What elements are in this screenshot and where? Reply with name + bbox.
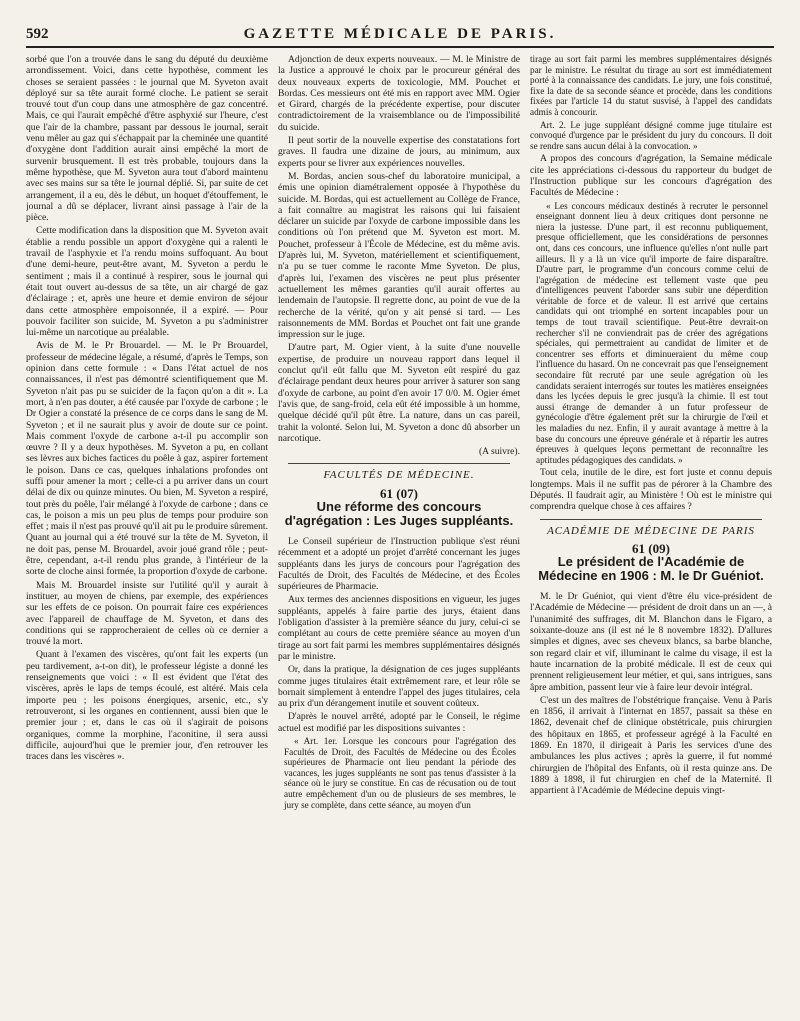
paragraph: Tout cela, inutile de le dire, est fort juste et connu depuis longtemps. Mais il ne suffit pas de pérorer à la Chambre des Députés. Il faudrait agir, au Ministère ! Où est le ministre qui comprendra quelque chose à ces affaires ?: [530, 467, 772, 513]
paragraph: Mais M. Brouardel insiste sur l'utilité qu'il y aurait à instituer, au moyen de chiens, par exemple, des expériences sur les effets de ce poison. On pourrait faire ces expériences avec l'appareil de chauffage de M. Syveton, et dans des conditions qui se rapprocheraient de celles où ce dernier a trouvé la mort.: [26, 579, 268, 648]
paragraph: sorbé que l'on a trouvée dans le sang du député du deuxième arrondissement. Voici, dans cette hypothèse, comment les choses se seraient passées : le journal que M. Syveton avait déployé sur sa tête aurait formé cloche. Le patient se serait trouvé tout d'un coup dans une atmosphère de gaz concentré. Mais, ce qui l'aurait empêché d'être asphyxié sur l'heure, c'est que l'air de la chambre, passant par dessous le journal, serait venu mêler au gaz qui s'échappait par la cheminée une quantité d'oxygène dont l'addition aurait ainsi empêché la mort de survenir brusquement. Il est très probable, toujours dans la même hypothèse, que M. Syveton aura tout d'abord maintenu avec ses mains sur sa tête le journal déplié. Si, par suite de cet arrangement, il a eu, dès le début, un hoquet d'étouffement, le journal a dû se déplacer, livrant ainsi passage à l'air de la pièce.: [26, 54, 268, 224]
divider: [540, 519, 762, 520]
paragraph: M. le Dr Guéniot, qui vient d'être élu vice-président de l'Académie de Médecine — président de droit dans un an —, à l'unanimité des suffrages, dit M. Blanchon dans le Figaro, a soixante-douze ans (il est né le 8 novembre 1832). D'allures simples et dignes, avec ses cheveux blancs, sa barbe blanche, son regard clair et vif, illuminant le calme du visage, il est la haute incarnation de la probité médicale. Il est de ceux qui prennent religieusement leur métier, et qui, sans intrigues, sans âpre ambition, passent leur vie à faire leur devoir intégral.: [530, 591, 772, 693]
quoted-article: « Art. 1er. Lorsque les concours pour l'agrégation des Facultés de Droit, des Facultés de Médecine ou des Écoles supérieures de Pharmacie ont lieu pendant la période des vacances, les juges suppléants ne sont pas tenus d'assister à la séance où le jury se constitue. En cas de récusation ou de tout autre empêchement d'un ou de plusieurs de ses membres, le jury se complète, dans cette séance, au moyen d'un: [284, 736, 516, 810]
article-number: 61 (09): [632, 540, 670, 556]
column-1: [26, 54, 268, 1014]
paragraph: Or, dans la pratique, la désignation de ces juges suppléants comme juges titulaires était extrêmement rare, et leur rôle se bornait simplement à entendre l'appel des juges titulaires, cela au prix d'un dérangement inutile et souvent coûteux.: [278, 664, 520, 710]
paragraph: tirage au sort fait parmi les membres supplémentaires désignés par le ministre. Le résultat du tirage au sort est immédiatement porté à la connaissance des candidats. Le jury, une fois constitué, fixe la date de sa seconde séance et procède, dans les conditions fixées par l'article 14 du statut susvisé, à l'appel des candidats admis à concourir.: [530, 54, 772, 117]
paragraph: Adjonction de deux experts nouveaux. — M. le Ministre de la Justice a approuvé le choix par le procureur général des deux nouveaux experts de toxicologie, MM. Pouchet et Bordas. Ces messieurs ont été mis en rapport avec MM. Ogier et Girard, chargés de la précédente expertise, pour discuter contradictoirement de la vraisemblance ou de l'impossibilité du suicide.: [278, 54, 520, 133]
quoted-report: « Les concours médicaux destinés à recruter le personnel enseignant donnent lieu à deux critiques dont personne ne niera la justesse. D'une part, il est reconnu publiquement, presque officiellement, que les considérations de personnes ont, dans ces concours, une influence qu'elles n'ont nulle part ailleurs. Il y a là un vice qu'il importe de faire disparaître. D'autre part, le programme d'un concours comme celui de l'agrégation de médecine est tellement vaste que peu d'intelligences peuvent l'aborder sans subir une déperdition véritable de force et de valeur. Il est arrivé que certains candidats qui ont triomphé en sortent incapables pour un temps de tout travail scientifique. Peut-être devrait-on rechercher s'il ne conviendrait pas de créer des agrégations spéciales, qui permettraient au candidat de limiter et de concentrer ses efforts et diminueraient du même coup l'influence du hasard. On ne concevrait pas que l'enseignement secondaire fût recruté par une seule agrégation où les candidats seraient interrogés sur toutes les matières enseignées dans les lycées depuis le grec jusqu'à la chimie. Il est tout aussi étrange de demander à un futur professeur de gynécologie d'être également prêt sur la chirurgie de l'œil et les maladies du nez. Enfin, il y aurait avantage à mettre à la base du concours une épreuve générale et à répartir les autres épreuves à quelques leçons permettant de reconnaître les aptitudes pédagogiques des candidats. »: [536, 200, 768, 465]
paragraph: M. Bordas, ancien sous-chef du laboratoire municipal, a émis une opinion diamétralement opposée à l'hypothèse du suicide. M. Bordas, qui est actuellement au Collège de France, a fait connaître au magistrat les raisons qui lui faisaient déclarer un suicide par l'oxyde de carbone impossible dans les conditions où l'on prétend que M. Syveton est mort. M. Pouchet, professeur à l'École de Médecine, est du même avis. D'après lui, M. Syveton, matériellement et scientifiquement, n'a pu se tuer comme le raconte Mme Syveton. De plus, d'après lui, l'examen des viscères ne peut plus présenter actuellement les mêmes garanties qu'il aurait offertes au lendemain de l'autopsie. Il regrette donc, au point de vue de la recherche de la vérité, qu'on y ait pensé si tard. — Les raisonnements de MM. Bordas et Pouchet ont fait une grande impression sur le juge.: [278, 170, 520, 341]
paragraph: Il peut sortir de la nouvelle expertise des constatations fort graves. Il faudra une dizaine de jours, au minimum, aux experts pour se livrer aux expériences nouvelles.: [278, 135, 520, 169]
paragraph: Art. 2. Le juge suppléant désigné comme juge titulaire est convoqué d'urgence par le président du jury du concours. Il doit se rendre sans aucun délai à la convocation. »: [530, 119, 772, 151]
to-be-continued: (A suivre).: [478, 446, 520, 458]
article-title: Le président de l'Académie de Médecine en 1906 : M. le Dr Guéniot.: [538, 554, 764, 584]
section-heading-facultes: FACULTÉS DE MÉDECINE.: [323, 469, 475, 482]
page-header: [26, 26, 774, 48]
columns: [26, 54, 774, 1014]
article-title: Une réforme des concours d'agrégation : Les Juges suppléants.: [284, 498, 514, 528]
paragraph: C'est un des maîtres de l'obstétrique française. Venu à Paris en 1856, il arrivait à l'internat en 1857, passait sa thèse en 1862, devenait chef de clinique obstétricale, puis chirurgien des hôpitaux en 1865, et professeur agrégé à la Faculté en 1869. En 1870, il dirigeait à Paris les services d'une des ambulances les plus actives ; après la guerre, il fut nommé chirurgien de l'hôpital des Enfants, où il resta quinze ans. De 1889 à 1898, il fut chirurgien en chef de la Maternité. Il appartient à l'Académie de Médecine depuis vingt-: [530, 694, 772, 797]
paragraph: D'autre part, M. Ogier vient, à la suite d'une nouvelle expertise, de produire un nouveau rapport dans lequel il conclut qu'il eût fallu que M. Syveton eût respiré du gaz d'éclairage pendant deux heures pour arriver à saturer son sang d'oxyde de carbone, au point d'en avoir 17 0/0. M. Ogier émet l'avis que, de sang-froid, cela eût été impossible à un homme, quelque décidé qu'il pût être. La nature, dans un cas pareil, trahit la volonté. Selon lui, M. Syveton a donc dû absorber un narcotique.: [278, 342, 520, 444]
paragraph: Cette modification dans la disposition que M. Syveton avait établie a rendu possible un apport d'oxygène qui a ralenti le travail de l'asphyxie et l'a rendu moins suffoquant. Au bout d'une demi-heure, peut-être avant, M. Syveton a perdu le sentiment ; mais il a continué à respirer, sous le journal qui était tout ouvert au-dessus de sa tête, un air chargé de gaz d'éclairage ; et, après une heure et demie environ de séjour dans cette atmosphère empoisonnée, il a expiré. — Pour pouvoir faciliter son suicide, M. Syveton a pu s'administrer lui-même un narcotique au préalable.: [26, 225, 268, 339]
paragraph: D'après le nouvel arrêté, adopté par le Conseil, le régime actuel est modifié par les dispositions suivantes :: [278, 711, 520, 734]
section-heading-academie: ACADÉMIE DE MÉDECINE DE PARIS: [547, 524, 755, 537]
paragraph: Le Conseil supérieur de l'Instruction publique s'est réuni récemment et a adopté un projet d'arrêté concernant les juges suppléants dans les jurys de concours pour l'agrégation des Facultés de Droit, des Facultés de Médecine, et des Écoles supérieures de Pharmacie.: [278, 535, 520, 593]
paragraph: Avis de M. le Pr Brouardel. — M. le Pr Brouardel, professeur de médecine légale, a résumé, d'après le Temps, son opinion dans cette formule : « Dans l'état actuel de nos connaissances, il n'est pas démontré scientifiquement que M. Syveton n'ait pas pu se suicider de la façon qu'on a dit ». La mort, à n'en pas douter, a été causée par l'oxyde de carbone ; le Dr Ogier a constaté la présence de ce corps dans le sang de M. Syveton ; et il ne saurait plus y avoir de doute sur ce point. Mais comment l'oxyde de carbone a-t-il pu accomplir son œuvre ? Il y a deux hypothèses. M. Syveton a pu, en collant ses lèvres aux biches factices du poêle à gaz, aspirer fortement le poison. Dans ce cas, quelques inhalations profondes ont suffi pour amener la mort ; celle-ci a pu arriver dans un court délai de dix ou quinze minutes. Ou bien, M. Syveton a respiré, tout près du poêle, l'air mélangé à l'oxyde de carbone ; dans ce cas, le poison a mis un peu plus de temps pour produire son effet ; mais il n'est pas prouvé qu'il ait pu le produire sûrement. Quant au journal qui a été trouvé sur la tête de M. Syveton, il ne doit pas, pense M. Brouardel, avoir joué grand rôle ; peut-être, cependant, a-t-il rendu plus grande, à l'intérieur de la sorte de cloche ainsi formée, la proportion d'oxyde de carbone.: [26, 340, 268, 578]
paragraph: Aux termes des anciennes dispositions en vigueur, les juges suppléants, appelés à faire partie des jurys, étaient dans l'obligation d'assister à la première séance du jury, celui-ci se complétant au cours de cette première séance au moyen d'un tirage au sort fait parmi les membres supplémentaires désignés par le ministre.: [278, 594, 520, 662]
divider: [288, 463, 510, 464]
column-3: [530, 54, 772, 1014]
paragraph: A propos des concours d'agrégation, la Semaine médicale cite les appréciations ci-dessous du rapporteur du budget de l'Instruction publique sur les concours d'agrégation des Facultés de Médecine :: [530, 153, 772, 199]
paragraph: Quant à l'examen des viscères, qu'ont fait les experts (un peu tardivement, a-t-on dit), le professeur légiste a donné les renseignements que voici : « Il est évident que l'état des viscères, après le laps de temps écoulé, est altéré. Mais cela importe peu ; les poisons énergiques, arsenic, etc., s'y retrouveront, si les organes en contiennent, aussi bien que le premier jour ; et, dans le cas où il s'agirait de poisons organiques, comme la morphine, l'aconitine, il sera aussi difficile, aujourd'hui que le premier jour, d'en retrouver les traces dans les viscères ».: [26, 649, 268, 763]
journal-title: GAZETTE MÉDICALE DE PARIS.: [243, 26, 557, 42]
article-number: 61 (07): [380, 485, 418, 501]
column-2: [278, 54, 520, 1014]
page-number: 592: [26, 26, 49, 42]
